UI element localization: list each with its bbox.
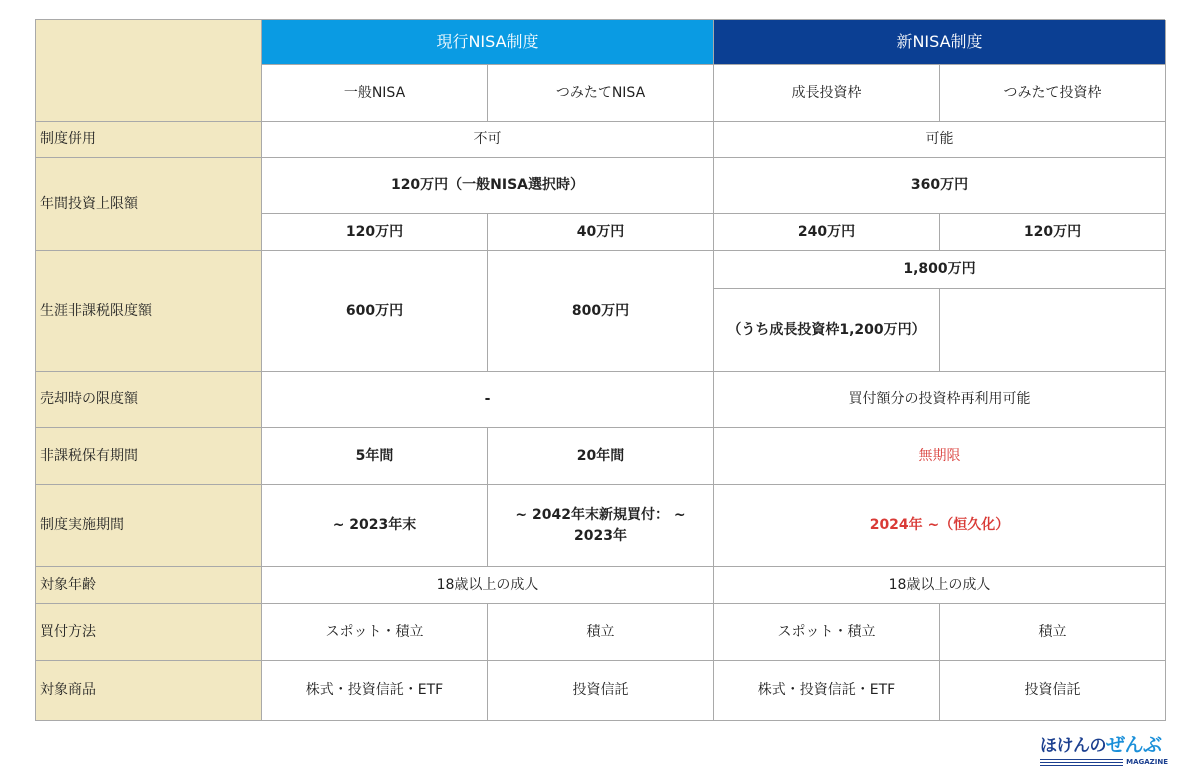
cell: 投資信託 [940, 661, 1166, 721]
header-new-nisa: 新NISA制度 [714, 20, 1166, 65]
cell-highlight: 2024年 ~（恒久化） [714, 485, 1166, 567]
cell: 投資信託 [488, 661, 714, 721]
header-current-nisa: 現行NISA制度 [262, 20, 714, 65]
cell: 120万円 [262, 214, 488, 251]
cell: 120万円 [940, 214, 1166, 251]
cell: 20年間 [488, 428, 714, 485]
cell: 株式・投資信託・ETF [714, 661, 940, 721]
row-label: 売却時の限度額 [36, 372, 262, 428]
cell: 18歳以上の成人 [714, 567, 1166, 604]
logo-main-text: ほけんの [1040, 736, 1106, 756]
cell: 800万円 [488, 251, 714, 372]
row-label: 年間投資上限額 [36, 158, 262, 251]
cell: 買付額分の投資枠再利用可能 [714, 372, 1166, 428]
cell: 240万円 [714, 214, 940, 251]
cell-highlight: 無期限 [714, 428, 1166, 485]
cell: 360万円 [714, 158, 1166, 214]
cell: 積立 [940, 604, 1166, 661]
corner-cell [36, 20, 262, 122]
subheader-seichou: 成長投資枠 [714, 65, 940, 122]
cell: 可能 [714, 122, 1166, 158]
cell: 600万円 [262, 251, 488, 372]
cell: 18歳以上の成人 [262, 567, 714, 604]
empty-cell [940, 289, 1166, 372]
logo-accent-text: ぜんぶ [1106, 734, 1162, 756]
cell: スポット・積立 [262, 604, 488, 661]
hoken-no-zenbu-logo [1040, 730, 1168, 766]
cell: スポット・積立 [714, 604, 940, 661]
cell: 40万円 [488, 214, 714, 251]
nisa-comparison-table [35, 19, 1165, 721]
row-label: 対象年齢 [36, 567, 262, 604]
cell: 不可 [262, 122, 714, 158]
cell: 株式・投資信託・ETF [262, 661, 488, 721]
row-label: 制度実施期間 [36, 485, 262, 567]
cell: 積立 [488, 604, 714, 661]
cell: ~ 2042年末新規買付： ~ 2023年 [488, 485, 714, 567]
cell: 1,800万円 [714, 251, 1166, 289]
cell: ~ 2023年末 [262, 485, 488, 567]
logo-sub-text: MAGAZINE [1126, 758, 1168, 766]
row-label: 制度併用 [36, 122, 262, 158]
subheader-ippan: 一般NISA [262, 65, 488, 122]
cell: 120万円（一般NISA選択時） [262, 158, 714, 214]
cell: （うち成長投資枠1,200万円） [714, 289, 940, 372]
subheader-tsumitate: つみたてNISA [488, 65, 714, 122]
cell: 5年間 [262, 428, 488, 485]
row-label: 対象商品 [36, 661, 262, 721]
row-label: 非課税保有期間 [36, 428, 262, 485]
logo-lines [1040, 759, 1123, 766]
subheader-tsumitate-waku: つみたて投資枠 [940, 65, 1166, 122]
row-label: 買付方法 [36, 604, 262, 661]
row-label: 生涯非課税限度額 [36, 251, 262, 372]
cell: - [262, 372, 714, 428]
